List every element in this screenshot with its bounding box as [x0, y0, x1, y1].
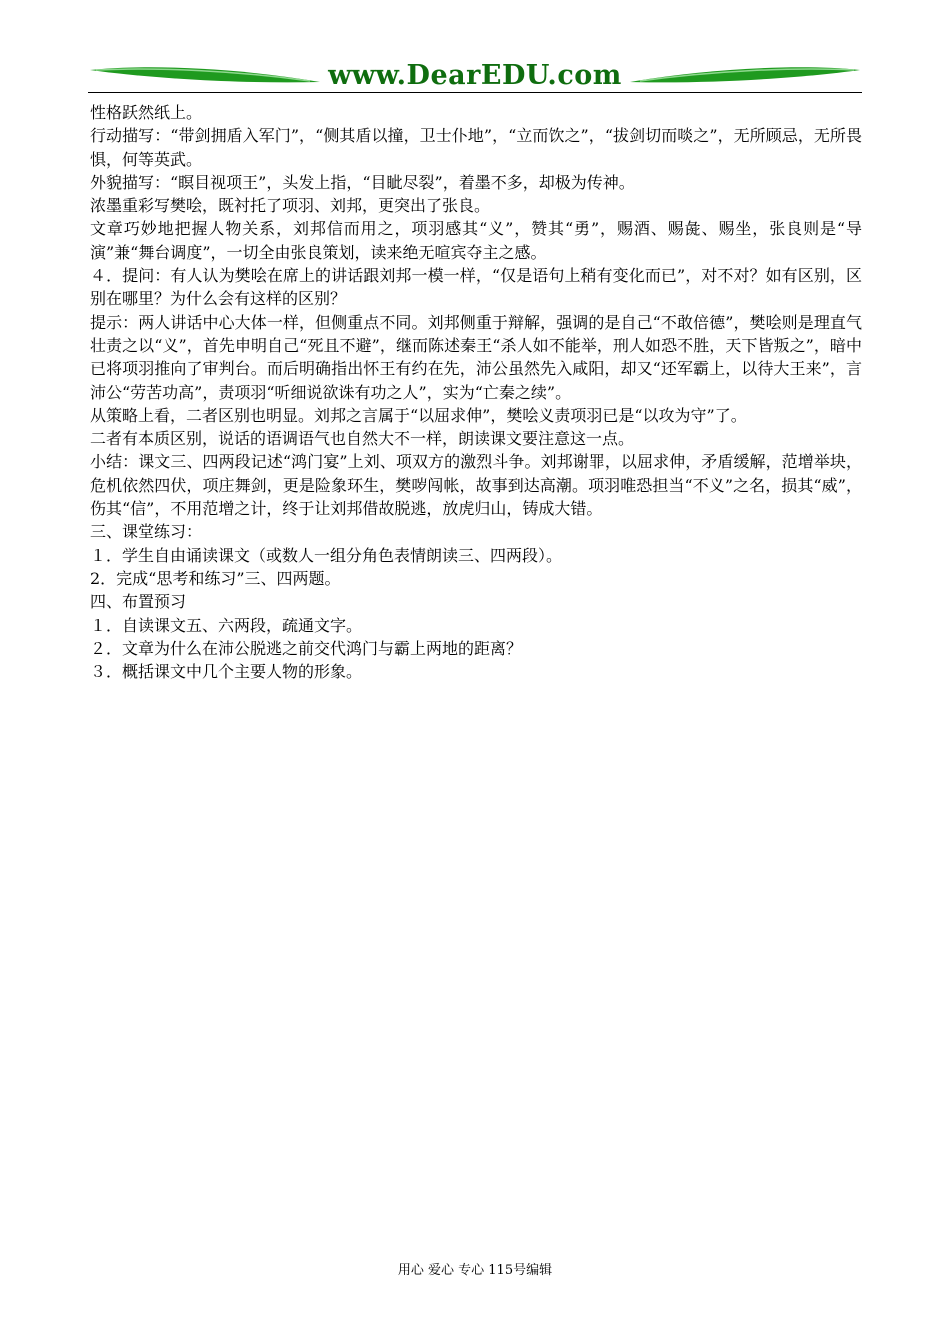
- paragraph: 外貌描写：“瞑目视项王”，头发上指，“目眦尽裂”，着墨不多，却极为传神。: [90, 172, 635, 192]
- paragraph: 性格跃然纸上。: [90, 103, 203, 122]
- list-item: ２．文章为什么在沛公脱逃之前交代鸿门与霸上两地的距离？: [90, 638, 523, 658]
- page-footer: 用心 爱心 专心 115号编辑: [397, 1263, 553, 1278]
- list-item: 2．完成“思考和练习”三、四两题。: [90, 568, 341, 588]
- document-body: [90, 101, 862, 683]
- paragraph: 文章巧妙地把握人物关系，刘邦信而用之，项羽感其“义”，赞其“勇”，赐酒、赐彘、赐坐，张良则是“导演”兼“舞台调度”，一切全由张良策划，读来绝无喧宾夺主之感。: [90, 219, 862, 262]
- paragraph: 二者有本质区别，说话的语调语气也自然大不一样，朗读课文要注意这一点。: [90, 429, 635, 449]
- site-logo-text: www.DearEDU.com: [328, 60, 622, 91]
- paragraph: 提示：两人讲话中心大体一样，但侧重点不同。刘邦侧重于辩解，强调的是自己“不敢倍德”，樊哙则是理直气壮责之以“义”，首先申明自己“死且不避”，继而陈述秦王“杀人如不能举，刑人如恐不胜，天下皆叛之”，暗中已将项羽推向了审判台。而后明确指出怀王有约在先，沛公虽然先入咸阳，却又“还军霸上，以待大王来”，言沛公“劳苦功高”，责项羽“听细说欲诛有功之人”，实为“亡秦之续”。: [90, 312, 862, 402]
- paragraph: 浓墨重彩写樊哙，既衬托了项羽、刘邦，更突出了张良。: [90, 196, 491, 216]
- site-header: [88, 58, 862, 94]
- section-heading: 四、布置预习: [90, 592, 187, 612]
- header-divider: [88, 92, 862, 93]
- paragraph: 行动描写：“带剑拥盾入军门”，“侧其盾以撞，卫士仆地”，“立而饮之”，“拔剑切而啖之”，无所顾忌，无所畏惧，何等英武。: [90, 126, 862, 169]
- list-item: １．学生自由诵读课文（或数人一组分角色表情朗读三、四两段）。: [90, 545, 563, 565]
- paragraph: 小结：课文三、四两段记述“鸿门宴”上刘、项双方的激烈斗争。刘邦谢罪，以屈求伸，矛盾缓解，范增举块，危机依然四伏，项庄舞剑，更是险象环生，樊哕闯帐，故事到达高潮。项羽唯恐担当“不义”之名，损其“威”，伤其“信”，不用范增之计，终于让刘邦借故脱逃，放虎归山，铸成大错。: [90, 452, 862, 519]
- list-item: １．自读课文五、六两段，疏通文字。: [90, 615, 363, 635]
- section-heading: 三、课堂练习：: [90, 522, 203, 542]
- paragraph: 从策略上看，二者区别也明显。刘邦之言属于“以屈求伸”，樊哙义责项羽已是“以攻为守”了。: [90, 405, 747, 425]
- list-item: ３．概括课文中几个主要人物的形象。: [90, 662, 363, 682]
- paragraph: ４．提问：有人认为樊哙在席上的讲话跟刘邦一模一样，“仅是语句上稍有变化而已”，对不对？如有区别，区别在哪里？为什么会有这样的区别？: [90, 266, 862, 309]
